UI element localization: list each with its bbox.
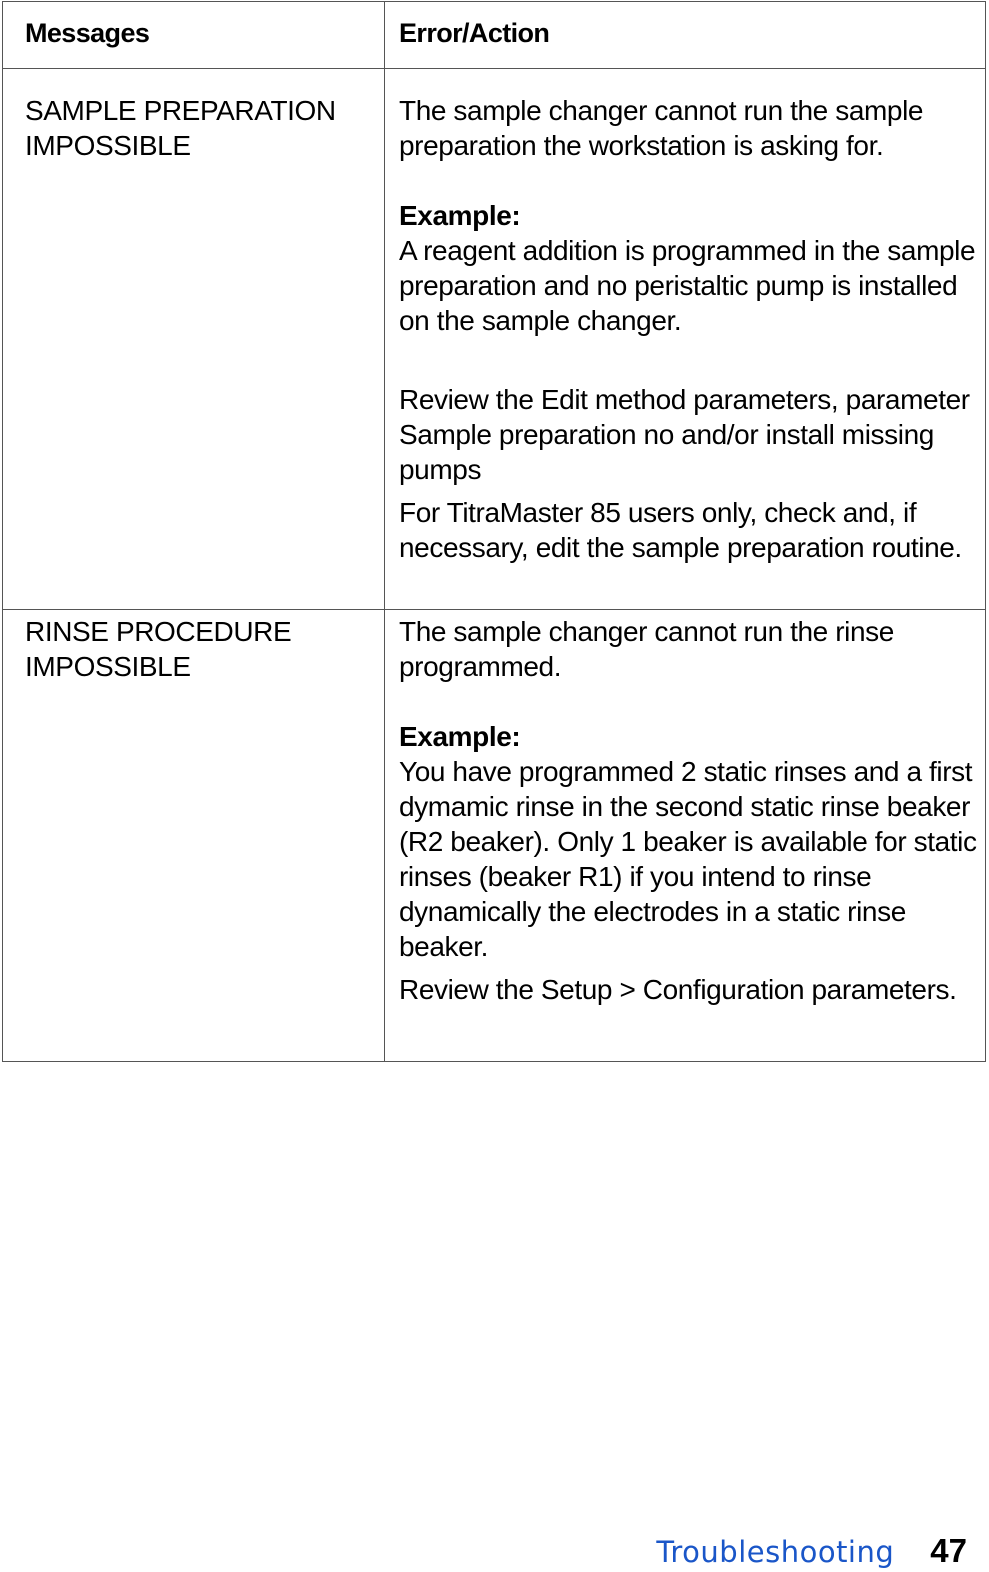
- table-row-sample-preparation: [3, 69, 986, 610]
- message-cell: [3, 69, 385, 610]
- troubleshooting-table: [2, 1, 986, 1062]
- action-cell: [385, 610, 986, 1062]
- message-line-1: SAMPLE PREPARATION: [25, 95, 336, 126]
- table-header-row: [3, 2, 986, 69]
- footer-section-title: Troubleshooting: [656, 1535, 895, 1569]
- example-text: A reagent addition is programmed in the sample preparation and no peristaltic pump is installed on the sample changer.: [399, 235, 976, 336]
- message-cell: [3, 610, 385, 1062]
- table-row-rinse-procedure: [3, 610, 986, 1062]
- example-block: [399, 198, 977, 338]
- messages-column-header: Messages: [3, 2, 385, 69]
- action-step-2: For TitraMaster 85 users only, check and, if necessary, edit the sample preparation routine.: [399, 497, 962, 563]
- example-block: [399, 719, 977, 964]
- action-step-1: Review the Setup > Configuration parameters.: [399, 974, 957, 1005]
- page-number: 47: [930, 1532, 967, 1569]
- example-label: Example:: [399, 721, 521, 752]
- error-description: The sample changer cannot run the rinse programmed.: [399, 616, 894, 682]
- message-line-1: RINSE PROCEDURE: [25, 616, 292, 647]
- page-footer: [656, 1532, 967, 1570]
- message-line-2: IMPOSSIBLE: [25, 130, 191, 161]
- example-text: You have programmed 2 static rinses and a first dymamic rinse in the second static rinse beaker (R2 beaker). Only 1 beaker is available for static rinses (beaker R1) if you intend to rinse dynamically the electrodes in a static rinse beaker.: [399, 756, 977, 962]
- message-line-2: IMPOSSIBLE: [25, 651, 191, 682]
- action-step-1: Review the Edit method parameters, parameter Sample preparation no and/or install missing pumps: [399, 384, 970, 485]
- action-cell: [385, 69, 986, 610]
- error-description: The sample changer cannot run the sample preparation the workstation is asking for.: [399, 95, 924, 161]
- error-action-column-header: Error/Action: [385, 2, 986, 69]
- example-label: Example:: [399, 200, 521, 231]
